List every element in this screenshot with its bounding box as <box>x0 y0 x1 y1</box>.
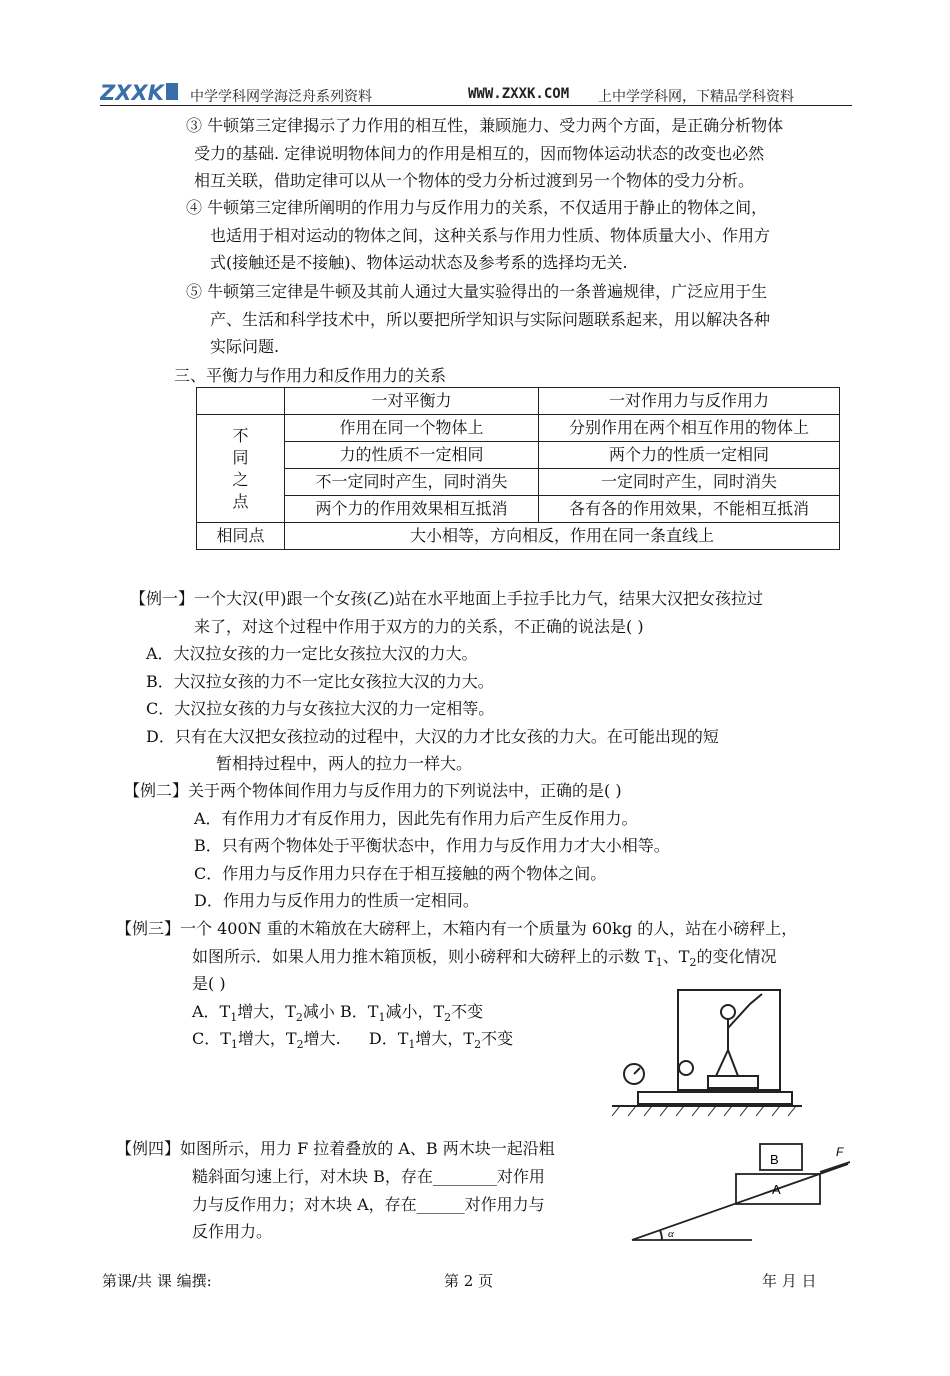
ex3-stem-line1: 【例三】一个 400N 重的木箱放在大磅秤上，木箱内有一个质量为 60kg 的人，站在小磅秤上， <box>116 919 798 938</box>
point3-line1: ③ 牛顿第三定律揭示了力作用的相互性，兼顾施力、受力两个方面，是正确分析物体 <box>186 116 784 135</box>
ex1-stem-line2: 来了，对这个过程中作用于双方的力的关系，不正确的说法是( ) <box>194 617 644 636</box>
ex1-option-d1: D．只有在大汉把女孩拉动的过程中，大汉的力才比女孩的力大。在可能出现的短 <box>146 727 719 746</box>
logo-badge <box>166 83 178 100</box>
angle-arc <box>660 1230 662 1240</box>
ex4-label: 【例四】 <box>116 1139 181 1158</box>
block-b-label: B <box>770 1152 779 1167</box>
point5-line3: 实际问题. <box>210 337 280 356</box>
point3-line2: 受力的基础. 定律说明物体间力的作用是相互的，因而物体运动状态的改变也必然 <box>194 144 765 163</box>
person-arm <box>728 994 762 1028</box>
ex1-option-a: A．大汉拉女孩的力一定比女孩拉大汉的力大。 <box>146 644 478 663</box>
ex4-line3: 力与反作用力；对木块 A，存在______对作用力与 <box>192 1195 545 1214</box>
ex2-option-b: B．只有两个物体处于平衡状态中，作用力与反作用力才大小相等。 <box>194 836 670 855</box>
ex4-line2: 糙斜面匀速上行，对木块 B，存在________对作用 <box>192 1167 545 1186</box>
point4-line2: 也适用于相对运动的物体之间，这种关系与作用力性质、物体质量大小、作用方 <box>210 226 771 245</box>
ex3-option-c: C．$T_1$增大，$T_2$增大. <box>192 1029 341 1052</box>
header-rule <box>100 105 852 106</box>
ex2-option-a: A．有作用力才有反作用力，因此先有作用力后产生反作用力。 <box>194 809 638 828</box>
ex3-option-a: A．$T_1$增大，$T_2$减小 <box>192 1002 335 1025</box>
table-cell: 各有各的作用效果，不能相互抵消 <box>539 496 840 523</box>
ex2-option-d: D．作用力与反作用力的性质一定相同。 <box>194 891 479 910</box>
header-series: 中学学科网学海泛舟系列资料 <box>190 89 372 105</box>
point3-line3: 相互关联，借助定律可以从一个物体的受力分析过渡到另一个物体的受力分析。 <box>194 171 755 190</box>
table-cell: 不一定同时产生，同时消失 <box>285 469 539 496</box>
table-diff-label: 不 同 之 点 <box>197 415 285 523</box>
table-same-label: 相同点 <box>197 523 285 550</box>
comparison-table <box>196 387 840 550</box>
ex3-option-b: B．$T_1$减小，$T_2$不变 <box>340 1002 484 1025</box>
ex1-option-d2: 暂相持过程中，两人的拉力一样大。 <box>216 754 473 773</box>
block-a-label: A <box>772 1182 781 1197</box>
ex1-option-c: C．大汉拉女孩的力与女孩拉大汉的力一定相等。 <box>146 699 495 718</box>
ex2-stem: 【例二】关于两个物体间作用力与反作用力的下列说法中，正确的是( ) <box>124 781 622 800</box>
ex1-stem-line1: 【例一】一个大汉(甲)跟一个女孩(乙)站在水平地面上手拉手比力气，结果大汉把女孩拉过 <box>130 589 763 608</box>
ex3-stem-line2: 如图所示．如果人用力推木箱顶板，则小磅秤和大磅秤上的示数 $T_1$、$T_2$的变化情况 <box>192 947 777 970</box>
zxxk-logo <box>100 80 180 104</box>
table-cell: 分别作用在两个相互作用的物体上 <box>539 415 840 442</box>
ex3-options-ab <box>192 1001 483 1023</box>
angle-label: α <box>668 1228 674 1240</box>
table-cell: 两个力的性质一定相同 <box>539 442 840 469</box>
small-scale <box>708 1076 758 1088</box>
table-same-text: 大小相等，方向相反，作用在同一条直线上 <box>285 523 840 550</box>
section-title: 三、平衡力与作用力和反作用力的关系 <box>174 366 447 385</box>
table-row <box>197 496 840 523</box>
incline-surface <box>632 1164 848 1240</box>
table-cell: 一定同时产生，同时消失 <box>539 469 840 496</box>
table-corner-cell <box>197 388 285 415</box>
block-b <box>760 1144 802 1170</box>
table-cell: 两个力的作用效果相互抵消 <box>285 496 539 523</box>
small-scale-dial <box>679 1061 693 1075</box>
point5-line1: ⑤ 牛顿第三定律是牛顿及其前人通过大量实验得出的一条普遍规律，广泛应用于生 <box>186 282 768 301</box>
table-cell: 作用在同一个物体上 <box>285 415 539 442</box>
header-slogan: 上中学学科网，下精品学科资料 <box>598 89 794 105</box>
point4-line1: ④ 牛顿第三定律所阐明的作用力与反作用力的关系，不仅适用于静止的物体之间， <box>186 198 768 217</box>
table-cell: 力的性质不一定相同 <box>285 442 539 469</box>
table-row <box>197 442 840 469</box>
dial-needle <box>634 1068 640 1074</box>
point4-line3: 式(接触还是不接触)、物体运动状态及参考系的选择均无关. <box>210 253 628 272</box>
force-label: F <box>836 1145 844 1159</box>
footer-left: 第课/共 课 编撰: <box>102 1272 212 1290</box>
ex4-line4: 反作用力。 <box>192 1222 273 1241</box>
table-header-action-reaction: 一对作用力与反作用力 <box>539 388 840 415</box>
ex3-stem-line3: 是( ) <box>192 974 226 993</box>
large-scale <box>638 1092 792 1104</box>
logo-text: ZXXK <box>100 81 164 104</box>
table-header-row <box>197 388 840 415</box>
table-header-balance: 一对平衡力 <box>285 388 539 415</box>
footer-page-number: 第 2 页 <box>444 1272 494 1290</box>
table-row <box>197 523 840 550</box>
header-website[interactable]: WWW.ZXXK.COM <box>468 86 570 102</box>
footer-date: 年 月 日 <box>762 1272 817 1290</box>
ex3-label: 【例三】 <box>116 919 181 938</box>
point5-line2: 产、生活和科学技术中，所以要把所学知识与实际问题联系起来，用以解决各种 <box>210 310 771 329</box>
force-arrow <box>820 1162 850 1172</box>
ex3-options-cd <box>192 1028 513 1050</box>
person-head <box>721 1005 735 1019</box>
ex2-label: 【例二】 <box>124 781 189 800</box>
person-legs <box>716 1050 738 1076</box>
ex3-option-d: D．$T_1$增大，$T_2$不变 <box>368 1029 514 1052</box>
incline-figure <box>622 1136 850 1248</box>
table-row <box>197 469 840 496</box>
table-row <box>197 415 840 442</box>
scales-figure <box>612 984 832 1124</box>
ex1-option-b: B．大汉拉女孩的力不一定比女孩拉大汉的力大。 <box>146 672 494 691</box>
ex4-line1: 【例四】如图所示，用力 F 拉着叠放的 A、B 两木块一起沿粗 <box>116 1139 555 1158</box>
ex2-option-c: C．作用力与反作用力只存在于相互接触的两个物体之间。 <box>194 864 607 883</box>
ex1-label: 【例一】 <box>130 589 195 608</box>
